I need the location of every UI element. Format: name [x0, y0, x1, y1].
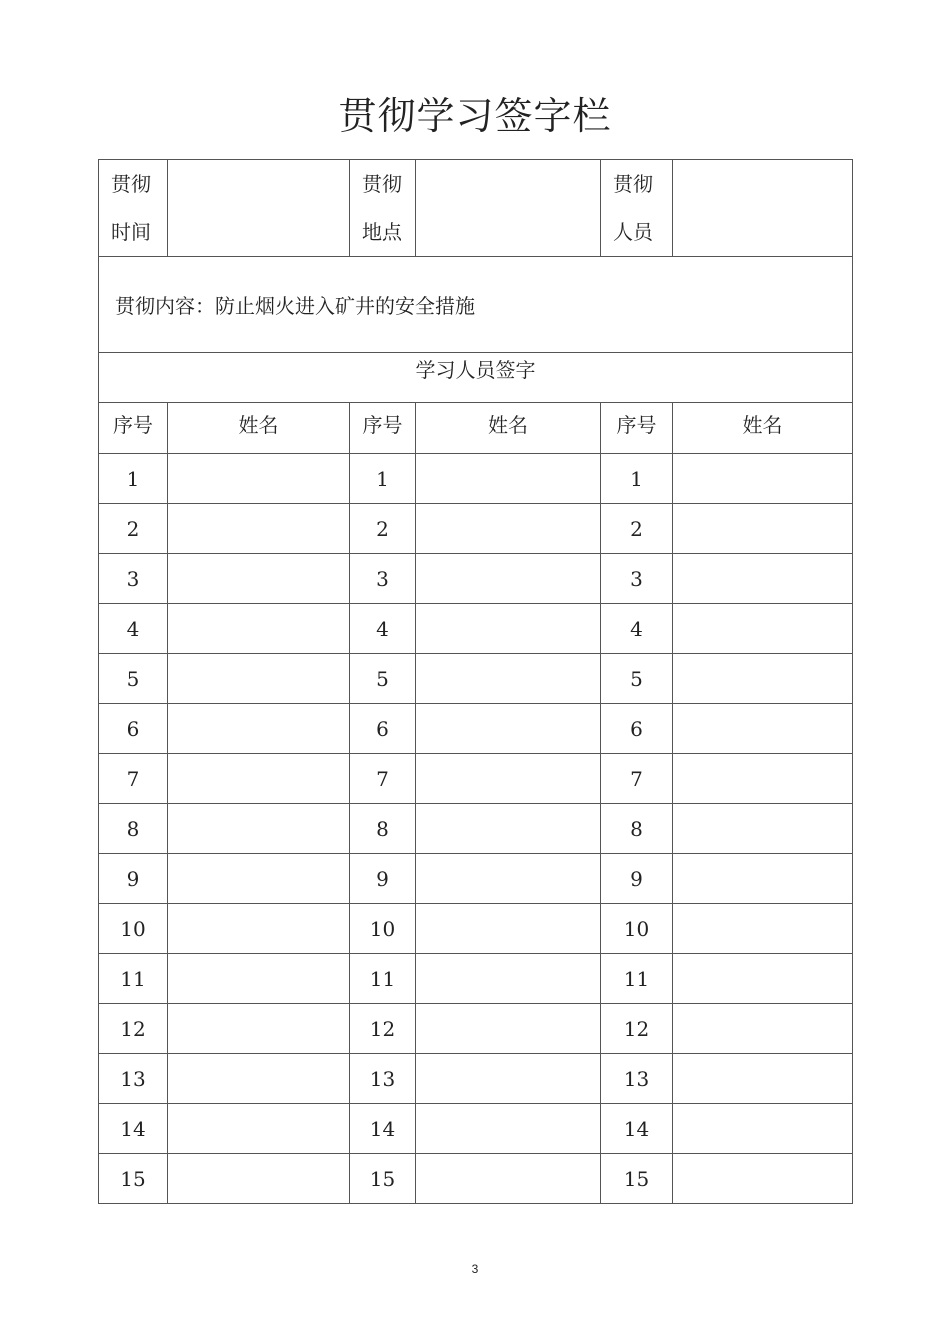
row-number: 11	[350, 954, 416, 1004]
row-number: 3	[99, 554, 168, 604]
row-number: 14	[99, 1104, 168, 1154]
name-signature-field[interactable]	[673, 1104, 853, 1154]
table-row	[99, 904, 853, 954]
row-number: 5	[601, 654, 673, 704]
name-signature-field[interactable]	[168, 854, 350, 904]
number-header: 序号	[601, 403, 673, 454]
name-signature-field[interactable]	[673, 804, 853, 854]
name-signature-field[interactable]	[168, 1104, 350, 1154]
table-row	[99, 704, 853, 754]
name-signature-field[interactable]	[673, 554, 853, 604]
header-row	[99, 403, 853, 454]
row-number: 10	[601, 904, 673, 954]
table-row	[99, 954, 853, 1004]
page-number: 3	[471, 1262, 479, 1276]
row-number: 13	[99, 1054, 168, 1104]
row-number: 6	[350, 704, 416, 754]
name-signature-field[interactable]	[416, 1004, 601, 1054]
row-number: 1	[350, 454, 416, 504]
name-signature-field[interactable]	[416, 904, 601, 954]
name-header: 姓名	[416, 403, 601, 454]
name-signature-field[interactable]	[416, 854, 601, 904]
name-signature-field[interactable]	[673, 1054, 853, 1104]
row-number: 12	[99, 1004, 168, 1054]
name-signature-field[interactable]	[416, 504, 601, 554]
name-signature-field[interactable]	[673, 1154, 853, 1204]
name-signature-field[interactable]	[416, 1154, 601, 1204]
row-number: 9	[350, 854, 416, 904]
table-row	[99, 604, 853, 654]
name-signature-field[interactable]	[168, 804, 350, 854]
name-signature-field[interactable]	[416, 704, 601, 754]
row-number: 3	[350, 554, 416, 604]
name-signature-field[interactable]	[673, 704, 853, 754]
table-row	[99, 1054, 853, 1104]
row-number: 14	[601, 1104, 673, 1154]
place-field[interactable]	[416, 160, 601, 257]
row-number: 9	[99, 854, 168, 904]
row-number: 2	[99, 504, 168, 554]
name-signature-field[interactable]	[168, 504, 350, 554]
row-number: 2	[350, 504, 416, 554]
row-number: 11	[601, 954, 673, 1004]
row-number: 14	[350, 1104, 416, 1154]
row-number: 5	[350, 654, 416, 704]
name-signature-field[interactable]	[168, 904, 350, 954]
name-signature-field[interactable]	[673, 854, 853, 904]
row-number: 12	[601, 1004, 673, 1054]
row-number: 15	[350, 1154, 416, 1204]
time-field[interactable]	[168, 160, 350, 257]
name-signature-field[interactable]	[416, 754, 601, 804]
row-number: 15	[99, 1154, 168, 1204]
time-label: 贯彻 时间	[99, 160, 168, 257]
name-signature-field[interactable]	[673, 904, 853, 954]
signature-form-table	[98, 159, 853, 1204]
name-signature-field[interactable]	[168, 454, 350, 504]
name-signature-field[interactable]	[416, 454, 601, 504]
name-signature-field[interactable]	[416, 604, 601, 654]
people-label: 贯彻 人员	[601, 160, 673, 257]
name-signature-field[interactable]	[168, 554, 350, 604]
name-signature-field[interactable]	[416, 1104, 601, 1154]
table-row	[99, 654, 853, 704]
row-number: 13	[601, 1054, 673, 1104]
row-number: 7	[350, 754, 416, 804]
name-signature-field[interactable]	[168, 754, 350, 804]
section-title: 学习人员签字	[99, 353, 853, 403]
row-number: 7	[99, 754, 168, 804]
row-number: 9	[601, 854, 673, 904]
row-number: 11	[99, 954, 168, 1004]
row-number: 15	[601, 1154, 673, 1204]
name-signature-field[interactable]	[168, 954, 350, 1004]
row-number: 6	[99, 704, 168, 754]
name-signature-field[interactable]	[673, 1004, 853, 1054]
row-number: 5	[99, 654, 168, 704]
row-number: 4	[601, 604, 673, 654]
row-number: 7	[601, 754, 673, 804]
table-row	[99, 754, 853, 804]
row-number: 3	[601, 554, 673, 604]
number-header: 序号	[350, 403, 416, 454]
name-signature-field[interactable]	[673, 754, 853, 804]
table-row	[99, 1104, 853, 1154]
row-number: 6	[601, 704, 673, 754]
signature-rows	[99, 454, 853, 1204]
table-row	[99, 1004, 853, 1054]
table-row	[99, 454, 853, 504]
name-signature-field[interactable]	[168, 704, 350, 754]
name-signature-field[interactable]	[168, 1154, 350, 1204]
name-signature-field[interactable]	[416, 1054, 601, 1104]
row-number: 8	[99, 804, 168, 854]
section-row	[99, 353, 853, 403]
name-header: 姓名	[673, 403, 853, 454]
row-number: 12	[350, 1004, 416, 1054]
row-number: 10	[99, 904, 168, 954]
table-row	[99, 504, 853, 554]
info-row	[99, 160, 853, 257]
name-signature-field[interactable]	[673, 954, 853, 1004]
row-number: 1	[601, 454, 673, 504]
row-number: 2	[601, 504, 673, 554]
name-signature-field[interactable]	[168, 654, 350, 704]
name-signature-field[interactable]	[168, 604, 350, 654]
row-number: 4	[99, 604, 168, 654]
name-signature-field[interactable]	[416, 654, 601, 704]
name-signature-field[interactable]	[673, 504, 853, 554]
name-signature-field[interactable]	[673, 654, 853, 704]
table-row	[99, 554, 853, 604]
row-number: 10	[350, 904, 416, 954]
name-signature-field[interactable]	[168, 1004, 350, 1054]
row-number: 13	[350, 1054, 416, 1104]
content-text: 贯彻内容：防止烟火进入矿井的安全措施	[99, 257, 853, 353]
number-header: 序号	[99, 403, 168, 454]
name-signature-field[interactable]	[416, 804, 601, 854]
table-row	[99, 854, 853, 904]
document-title: 贯彻学习签字栏	[338, 94, 612, 138]
people-field[interactable]	[673, 160, 853, 257]
name-header: 姓名	[168, 403, 350, 454]
row-number: 8	[350, 804, 416, 854]
row-number: 1	[99, 454, 168, 504]
name-signature-field[interactable]	[168, 1054, 350, 1104]
table-row	[99, 1154, 853, 1204]
name-signature-field[interactable]	[673, 454, 853, 504]
name-signature-field[interactable]	[416, 554, 601, 604]
name-signature-field[interactable]	[416, 954, 601, 1004]
table-row	[99, 804, 853, 854]
content-row	[99, 257, 853, 353]
place-label: 贯彻 地点	[350, 160, 416, 257]
row-number: 4	[350, 604, 416, 654]
name-signature-field[interactable]	[673, 604, 853, 654]
row-number: 8	[601, 804, 673, 854]
